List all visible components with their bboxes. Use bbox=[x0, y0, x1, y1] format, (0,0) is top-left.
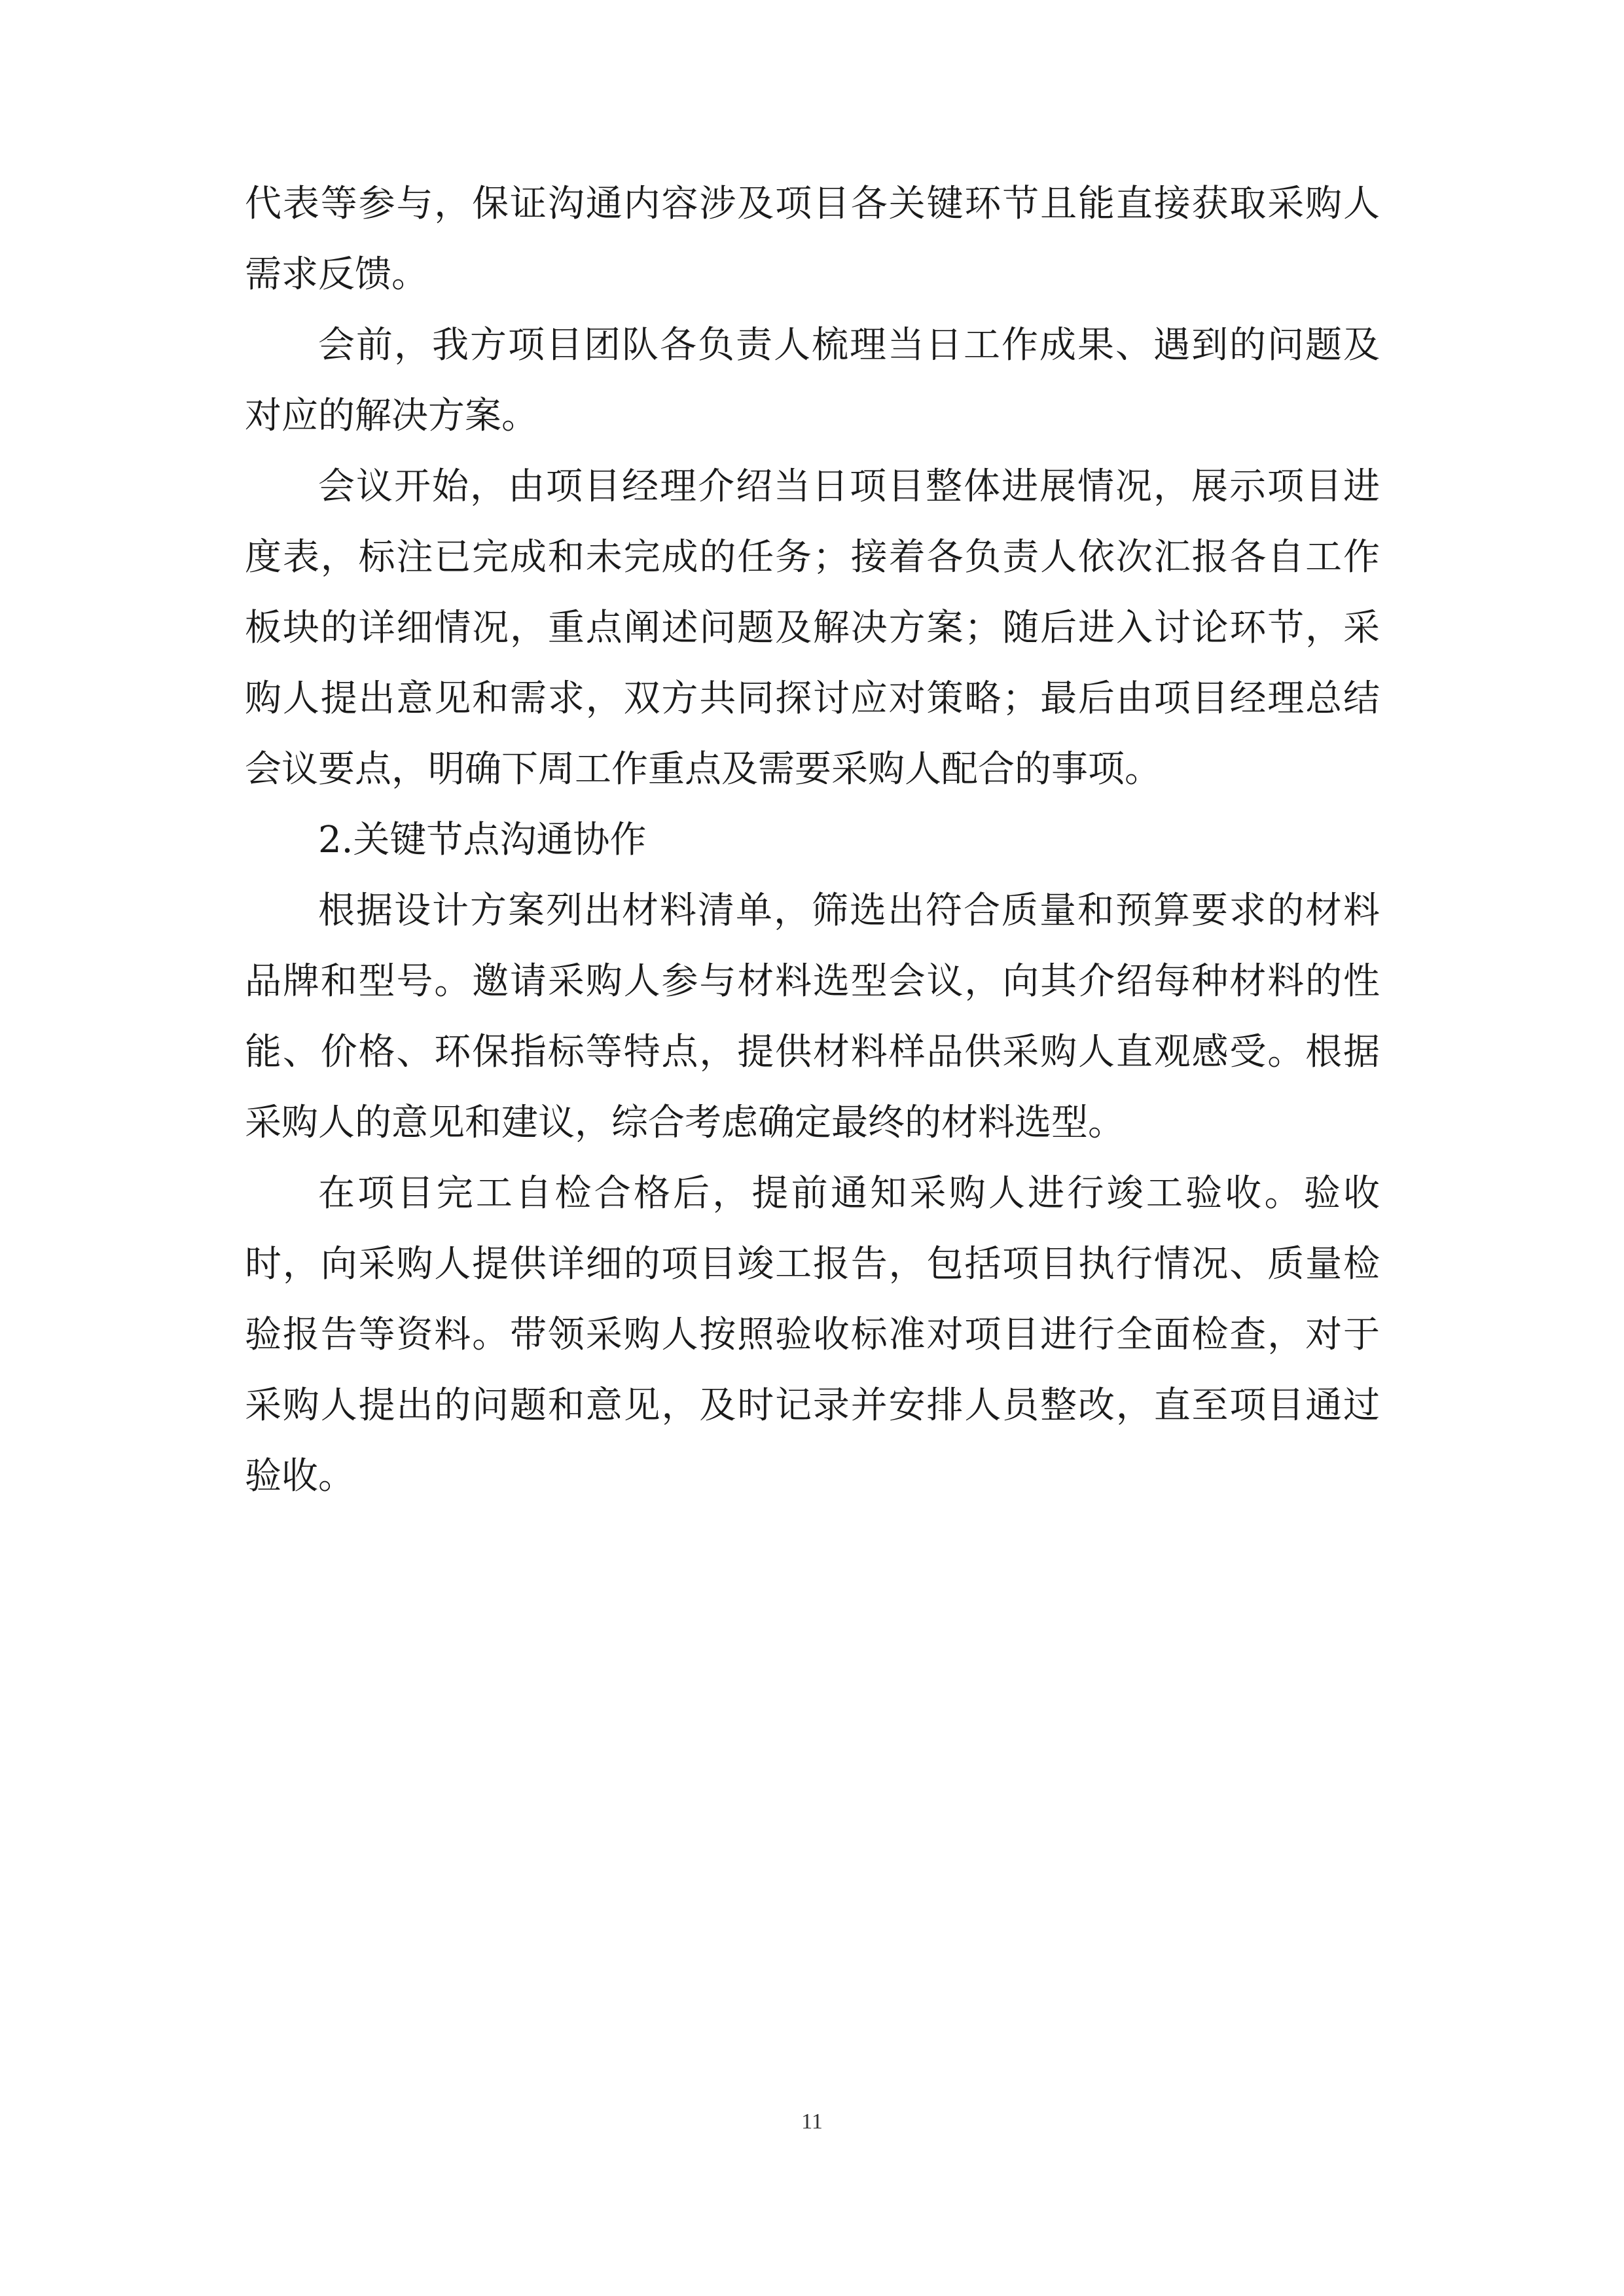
paragraph-acceptance: 在项目完工自检合格后，提前通知采购人进行竣工验收。验收时，向采购人提供详细的项目竣工报告，包括项目执行情况、质量检验报告等资料。带领采购人按照验收标准对项目进行全面检查，对于采购人提出的问题和意见，及时记录并安排人员整改，直至项目通过验收。 bbox=[245, 1172, 1380, 1498]
page-number: 11 bbox=[801, 2109, 823, 2134]
section-heading: 2.关键节点沟通协作 bbox=[318, 819, 647, 861]
document-body bbox=[245, 169, 1380, 1512]
paragraph-continued: 代表等参与，保证沟通内容涉及项目各关键环节且能直接获取采购人需求反馈。 bbox=[245, 183, 1380, 296]
paragraph-material-selection: 根据设计方案列出材料清单，筛选出符合质量和预算要求的材料品牌和型号。邀请采购人参与材料选型会议，向其介绍每种材料的性能、价格、环保指标等特点，提供材料样品供采购人直观感受。根据采购人的意见和建议，综合考虑确定最终的材料选型。 bbox=[245, 889, 1380, 1144]
paragraph-pre-meeting: 会前，我方项目团队各负责人梳理当日工作成果、遇到的问题及对应的解决方案。 bbox=[245, 324, 1380, 437]
paragraph-meeting-process: 会议开始，由项目经理介绍当日项目整体进展情况，展示项目进度表，标注已完成和未完成的任务；接着各负责人依次汇报各自工作板块的详细情况，重点阐述问题及解决方案；随后进入讨论环节，采购人提出意见和需求，双方共同探讨应对策略；最后由项目经理总结会议要点，明确下周工作重点及需要采购人配合的事项。 bbox=[245, 465, 1380, 791]
